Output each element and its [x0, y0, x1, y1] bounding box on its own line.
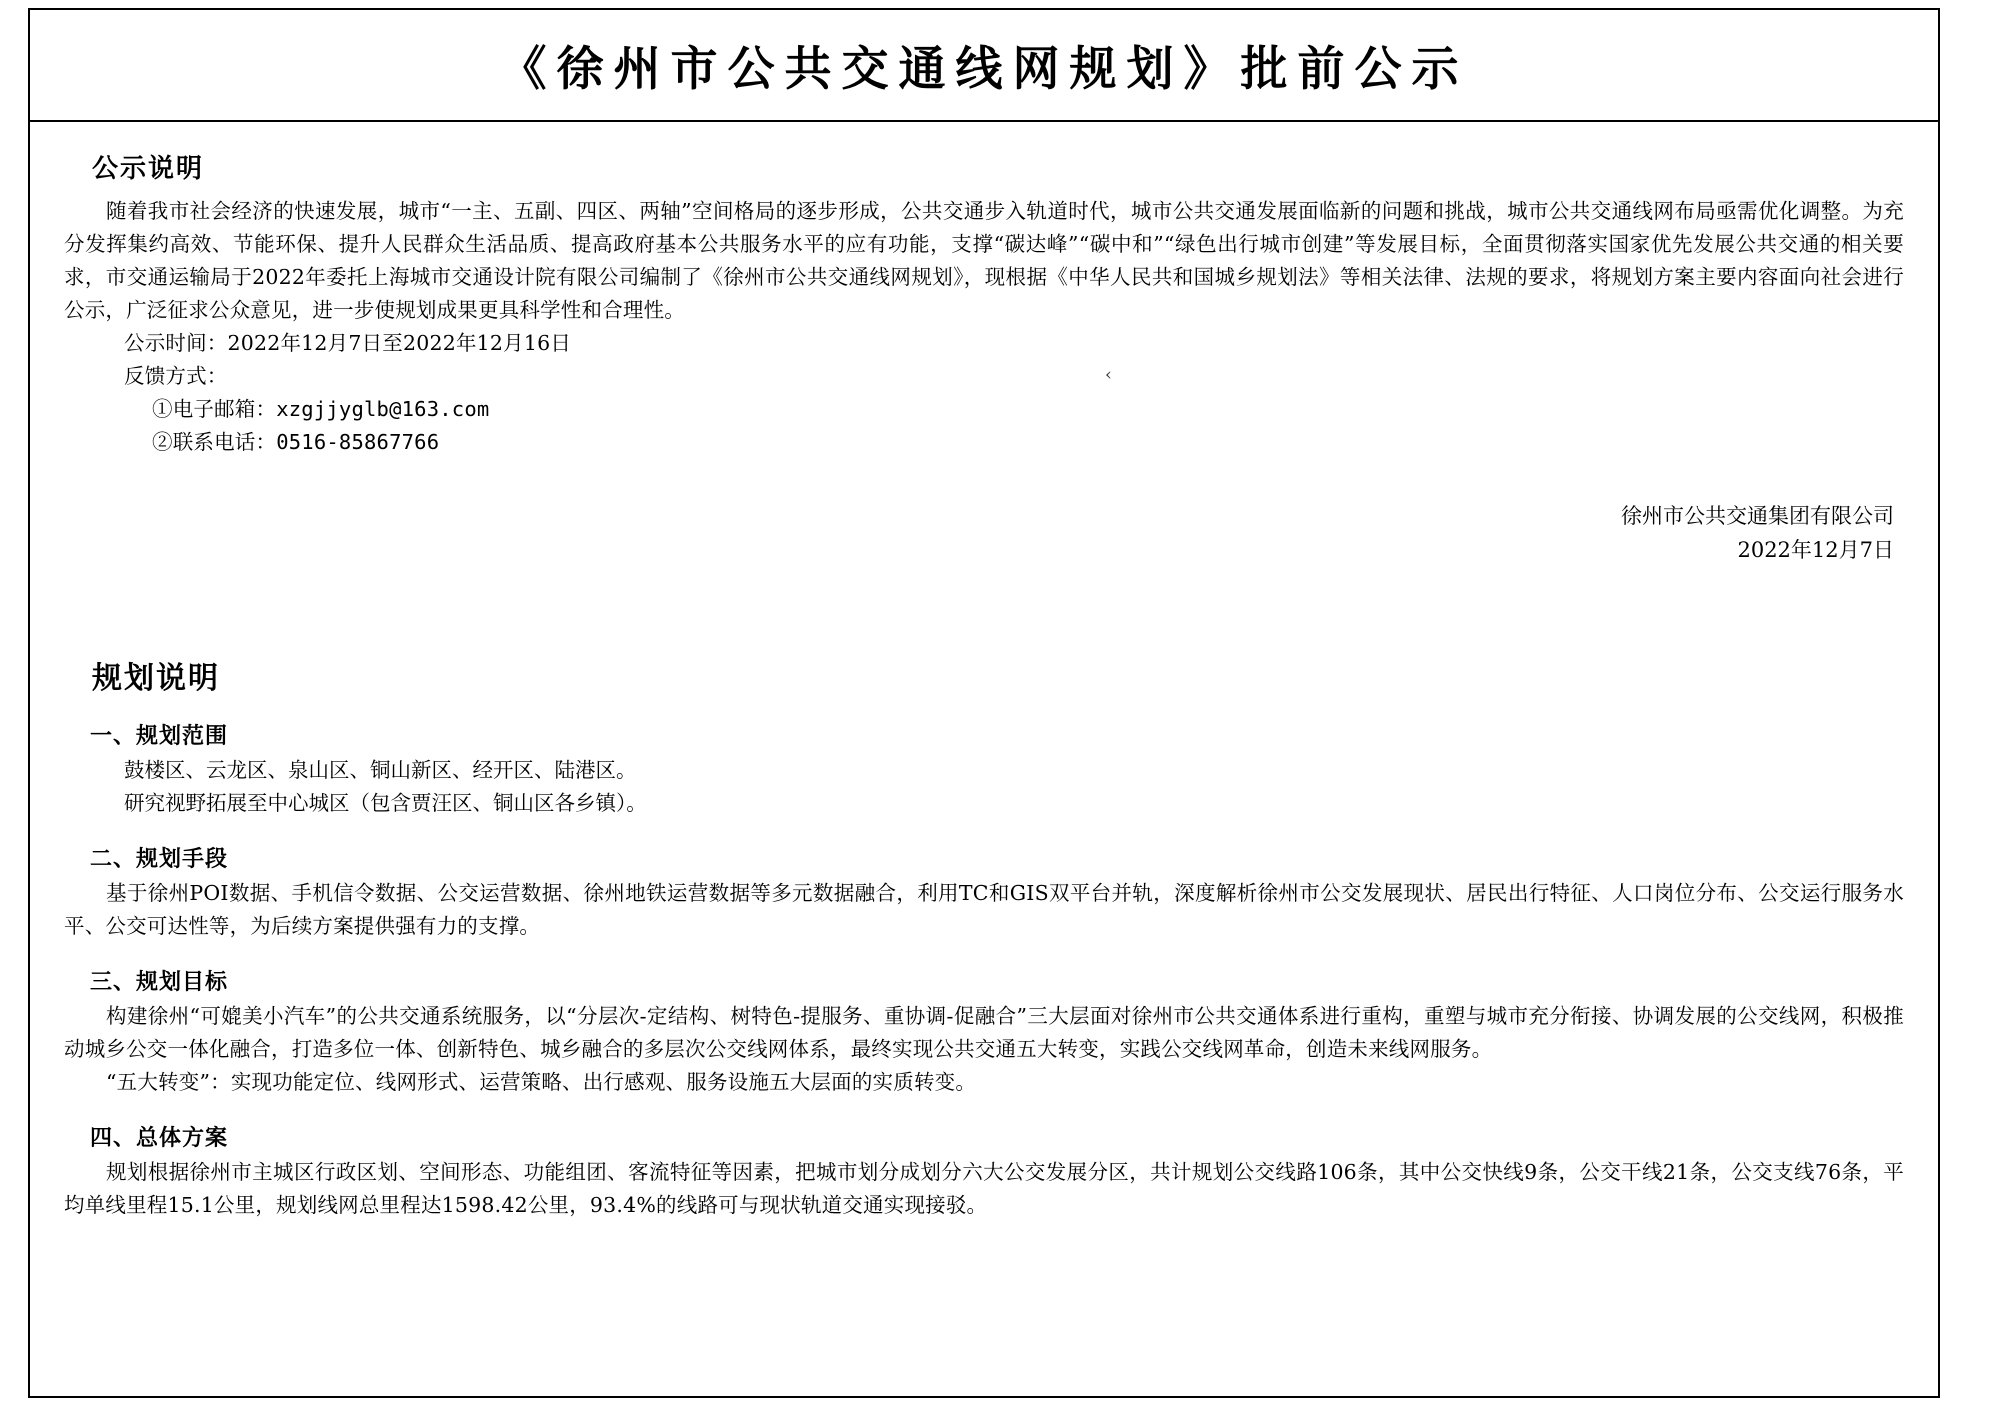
notice-feedback-phone: ②联系电话：0516-85867766: [152, 430, 440, 454]
plan-item-paragraph: 构建徐州“可媲美小汽车”的公共交通系统服务，以“分层次-定结构、树特色-提服务、重协调-促融合”三大层面对徐州市公共交通体系进行重构，重塑与城市充分衔接、协调发展的公交线网，积极推动城乡公交一体化融合，打造多位一体、创新特色、城乡融合的多层次公交线网体系，最终实现公共交通五大转变，实践公交线网革命，创造未来线网服务。: [64, 1004, 1904, 1061]
plan-heading: 规划说明: [92, 661, 220, 696]
notice-time: 公示时间：2022年12月7日至2022年12月16日: [124, 331, 572, 355]
signature-org: 徐州市公共交通集团有限公司: [1621, 504, 1894, 528]
document-page: [28, 8, 1940, 1398]
notice-paragraph: 随着我市社会经济的快速发展，城市“一主、五副、四区、两轴”空间格局的逐步形成，公共交通步入轨道时代，城市公共交通发展面临新的问题和挑战，城市公共交通线网布局亟需优化调整。为充分发挥集约高效、节能环保、提升人民群众生活品质、提高政府基本公共服务水平的应有功能，支撑“碳达峰”“碳中和”“绿色出行城市创建”等发展目标，全面贯彻落实国家优先发展公共交通的相关要求，市交通运输局于2022年委托上海城市交通设计院有限公司编制了《徐州市公共交通线网规划》，现根据《中华人民共和国城乡规划法》等相关法律、法规的要求，将规划方案主要内容面向社会进行公示，广泛征求公众意见，进一步使规划成果更具科学性和合理性。: [64, 199, 1904, 322]
signature-block: [64, 499, 1904, 567]
plan-item-paragraph: 规划根据徐州市主城区行政区划、空间形态、功能组团、客流特征等因素，把城市划分成划分六大公交发展分区，共计规划公交线路106条，其中公交快线9条，公交干线21条，公交支线76条，平均单线里程15.1公里，规划线网总里程达1598.42公里，93.4%的线路可与现状轨道交通实现接驳。: [64, 1160, 1904, 1217]
plan-item-1: [64, 719, 1904, 820]
plan-item-line: 鼓楼区、云龙区、泉山区、铜山新区、经开区、陆港区。: [124, 758, 637, 782]
plan-item-4: [64, 1121, 1904, 1222]
document-body: [30, 122, 1938, 1222]
plan-item-3: [64, 965, 1904, 1099]
signature-date: 2022年12月7日: [1737, 538, 1894, 562]
notice-feedback-label: 反馈方式：: [124, 364, 228, 388]
plan-item-title: 四、总体方案: [90, 1125, 229, 1151]
plan-item-line: 研究视野拓展至中心城区（包含贾汪区、铜山区各乡镇）。: [124, 791, 647, 815]
plan-item-paragraph: 基于徐州POI数据、手机信令数据、公交运营数据、徐州地铁运营数据等多元数据融合，利用TC和GIS双平台并轨，深度解析徐州市公交发展现状、居民出行特征、人口岗位分布、公交运行服务水平、公交可达性等，为后续方案提供强有力的支撑。: [64, 881, 1904, 938]
page-title: 《徐州市公共交通线网规划》批前公示: [499, 41, 1469, 97]
notice-feedback-email: ①电子邮箱：xzgjjyglb@163.com: [152, 397, 490, 421]
plan-item-title: 一、规划范围: [90, 723, 229, 749]
plan-item-title: 三、规划目标: [90, 969, 229, 995]
plan-item-title: 二、规划手段: [90, 846, 229, 872]
plan-item-2: [64, 842, 1904, 943]
plan-item-paragraph: “五大转变”：实现功能定位、线网形式、运营策略、出行感观、服务设施五大层面的实质转变。: [106, 1070, 977, 1094]
title-bar: [30, 10, 1938, 122]
notice-heading: 公示说明: [92, 154, 205, 184]
stray-caret-mark: ‹: [1105, 365, 1112, 385]
